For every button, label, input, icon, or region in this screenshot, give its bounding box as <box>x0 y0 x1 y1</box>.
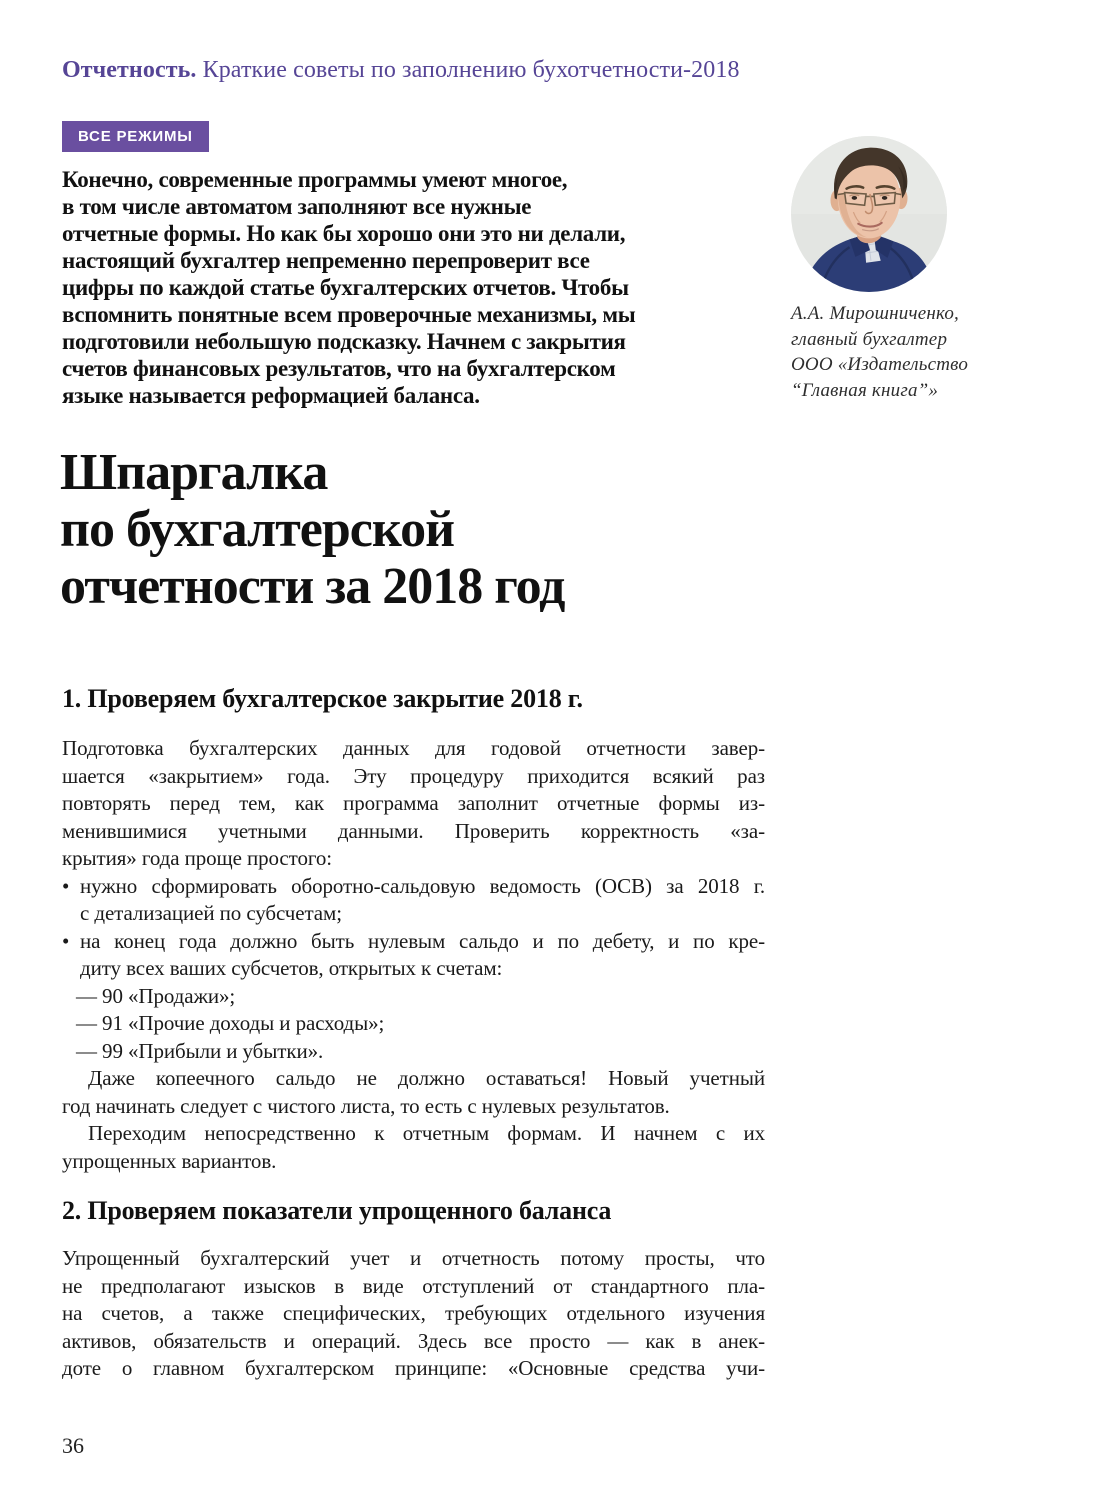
text-line: не предполагают изысков в виде отступлений от стандартного пла- <box>62 1273 765 1298</box>
page-number: 36 <box>62 1433 84 1458</box>
text-line: настоящий бухгалтер непременно перепроверит все <box>62 248 590 273</box>
text-line: в том числе автоматом заполняют все нужные <box>62 194 532 219</box>
text-line: Упрощенный бухгалтерский учет и отчетность потому просты, что <box>62 1246 765 1270</box>
text-line: на конец года должно быть нулевым сальдо и по дебету, и по кре- <box>80 928 765 953</box>
intro-paragraph <box>62 166 782 409</box>
section-1-paragraph-2 <box>62 1065 765 1120</box>
text-line: менившимися учетными данными. Проверить корректность «за- <box>62 818 765 843</box>
text-line: Конечно, современные программы умеют многое, <box>62 167 568 192</box>
text-line: по бухгалтерской <box>60 501 455 558</box>
text-line: диту всех ваших субсчетов, открытых к счетам: <box>80 956 503 980</box>
text-line: счетов финансовых результатов, что на бухгалтерском <box>62 356 616 381</box>
bullet-marker: • <box>62 928 70 953</box>
bullet-item <box>62 873 765 928</box>
text-line: на счетов, а также специфических, требующих отдельного изучения <box>62 1301 765 1325</box>
text-line: Даже копеечного сальдо не должно оставаться! Новый учетный <box>88 1066 765 1090</box>
text-line: шается «закрытием» года. Эту процедуру приходится всякий раз <box>62 763 765 788</box>
bullet-list <box>62 873 765 983</box>
section-1-paragraph-3 <box>62 1120 765 1175</box>
article-body <box>62 683 765 1383</box>
text-line: крытия» года проще простого: <box>62 846 332 870</box>
bullet-text <box>80 928 765 983</box>
text-line: отчетности за 2018 год <box>60 558 565 615</box>
dash-sublist <box>62 983 765 1066</box>
text-line: Переходим непосредственно к отчетным формам. И начнем с их <box>88 1121 765 1145</box>
text-line: отчетные формы. Но как бы хорошо они это ни делали, <box>62 221 626 246</box>
header-rubric: Отчетность. <box>62 57 197 83</box>
section-1-paragraph-1 <box>62 735 765 873</box>
text-line: ООО «Издательство <box>791 354 969 375</box>
text-line: Шпаргалка <box>60 444 328 501</box>
bullet-item <box>62 928 765 983</box>
text-line: доте о главном бухгалтерском принципе: «Основные средства учи- <box>62 1356 765 1380</box>
text-line: А.А. Мирошниченко, <box>791 303 959 324</box>
text-line: нужно сформировать оборотно-сальдовую ведомость (ОСВ) за 2018 г. <box>80 873 765 898</box>
mode-badge: ВСЕ РЕЖИМЫ <box>62 121 209 152</box>
text-line: год начинать следует с чистого листа, то есть с нулевых результатов. <box>62 1093 670 1118</box>
text-line: активов, обязательств и операций. Здесь все просто — как в анек- <box>62 1328 765 1353</box>
text-line: главный бухгалтер <box>791 328 948 350</box>
text-line: повторять перед тем, как программа заполнит отчетные формы из- <box>62 791 765 815</box>
text-line: цифры по каждой статье бухгалтерских отчетов. Чтобы <box>62 275 629 300</box>
text-line: вспомнить понятные всем проверочные механизмы, мы <box>62 302 636 327</box>
author-photo <box>791 136 947 292</box>
text-line: — 99 «Прибыли и убытки». <box>76 1038 324 1063</box>
author-caption <box>791 301 1021 403</box>
text-line: с детализацией по субсчетам; <box>80 901 342 925</box>
text-line: “Главная книга”» <box>791 379 939 401</box>
text-line: — 91 «Прочие доходы и расходы»; <box>76 1011 385 1035</box>
text-line: — 90 «Продажи»; <box>76 983 236 1008</box>
page-header <box>62 56 740 85</box>
section-2-heading: 2. Проверяем показатели упрощенного баланса <box>62 1196 612 1225</box>
section-2-paragraph-1 <box>62 1245 765 1383</box>
text-line: упрощенных вариантов. <box>62 1148 277 1173</box>
article-title <box>60 444 820 615</box>
bullet-marker: • <box>62 873 70 898</box>
text-line: языке называется реформацией баланса. <box>62 383 480 408</box>
section-1-heading: 1. Проверяем бухгалтерское закрытие 2018 г. <box>62 684 583 713</box>
portrait-image <box>791 136 947 292</box>
text-line: подготовили небольшую подсказку. Начнем с закрытия <box>62 329 626 354</box>
bullet-text <box>80 873 765 928</box>
header-topic: Краткие советы по заполнению бухотчетности-2018 <box>196 57 740 83</box>
text-line: Подготовка бухгалтерских данных для годовой отчетности завер- <box>62 736 765 760</box>
